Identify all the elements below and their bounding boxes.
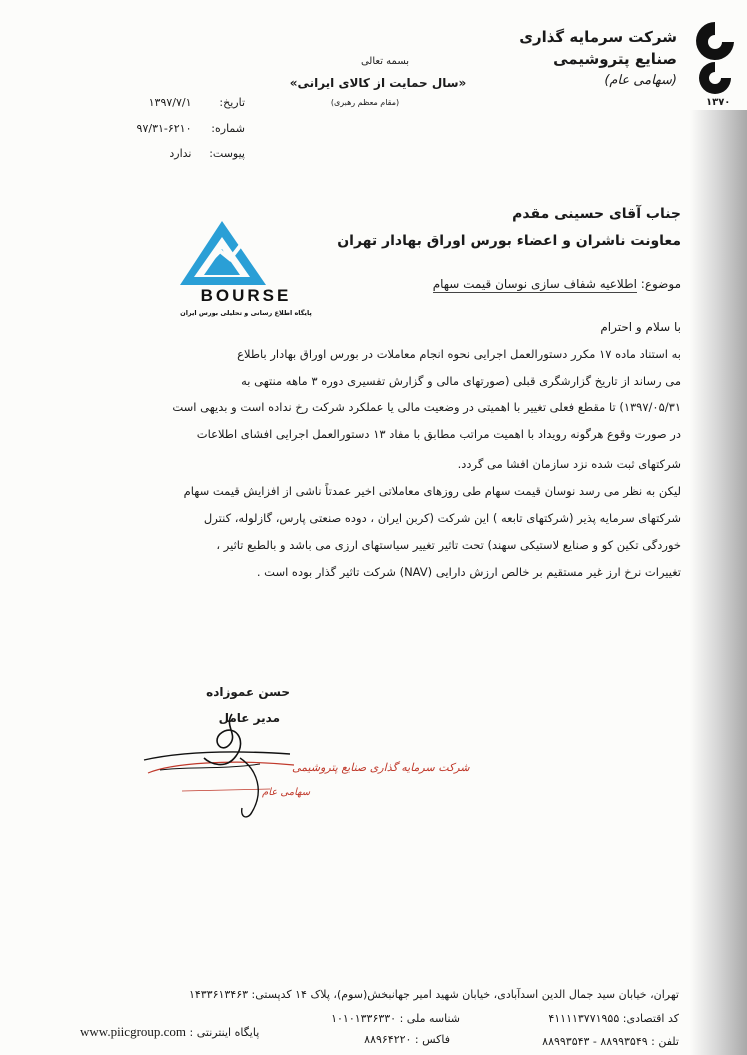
footer-national-id: شناسه ملی : ۱۰۱۰۱۳۳۶۳۳۰ [331,1012,460,1025]
company-name-line1: شرکت سرمایه گذاری [519,28,677,46]
body-line-2: می رساند از تاریخ گزارشگری قبلی (صورتهای مالی و گزارش تفسیری دوره ۳ ماهه منتهی به [241,374,681,388]
subject-line [351,277,681,291]
recipient-name: جناب آقای حسینی مقدم [512,206,681,222]
body-line-3: ۱۳۹۷/۰۵/۳۱) تا مقطع فعلی تغییر با اهمیتی در وضعیت مالی یا عملکرد شرکت رخ نداده است و بدیهی است [172,400,681,414]
body-line-9: تغییرات نرخ ارز غیر مستقیم بر خالص ارزش دارایی (NAV) شرکت تاثیر گذار بوده است . [256,565,681,579]
stamp-text: شرکت سرمایه گذاری صنایع پتروشیمی [292,761,470,774]
page-edge-shading [690,110,747,1055]
body-line-6: لیکن به نظر می رسد نوسان قیمت سهام طی روزهای معاملاتی اخیر عمدتاً ناشی از افزایش قیمت سهام [183,484,681,498]
signatory-title: مدیر عامل [218,711,280,725]
date-row [95,96,245,109]
recipient-title: معاونت ناشران و اعضاء بورس اوراق بهادار تهران [337,233,681,249]
greeting: با سلام و احترام [600,320,681,334]
company-name-line2: صنایع پتروشیمی [553,50,677,68]
number-value: ۹۷/۳۱-۶۲۱۰ [136,122,192,135]
number-row [95,122,245,135]
footer-address: تهران، خیابان سید جمال الدین اسدآبادی، خیابان شهید امیر جهانبخش(سوم)، پلاک ۱۴ کدپستی: ۱۴۳۳۶۱۳۴۶۳ [188,988,679,1001]
body-line-7: شرکتهای سرمایه پذیر (شرکتهای تابعه ) این شرکت (کربن ایران ، دوده صنعتی پارس، گازلوله، کنترل [203,511,681,525]
bismillah: بسمه تعالی [360,56,410,67]
date-value: ۱۳۹۷/۷/۱ [148,96,192,109]
signatory-name: حسن عموزاده [206,685,290,699]
company-type: (سهامی عام) [604,73,677,88]
company-logo-icon [692,16,738,98]
attachment-label: پیوست: [209,147,245,160]
year-slogan: «سال حمایت از کالای ایرانی» [289,76,467,90]
footer-economic-code: کد اقتصادی: ۴۱۱۱۱۳۷۷۱۹۵۵ [548,1012,679,1025]
footer-fax: فاکس : ۸۸۹۶۴۲۲۰ [364,1033,450,1046]
company-name-block [457,26,677,92]
footer-website-label: پایگاه اینترنتی : [189,1026,260,1039]
attachment-row [95,147,245,160]
attachment-value: ندارد [169,147,192,160]
date-label: تاریخ: [219,96,245,109]
footer-phone: تلفن : ۸۸۹۹۳۵۴۹ - ۸۸۹۹۳۵۴۳ [542,1035,679,1048]
footer-website[interactable]: www.piicgroup.com [80,1024,187,1039]
bourse-logo-tagline: پایگاه اطلاع رسانی و تحلیلی بورس ایران [180,309,312,317]
handwritten-signature [140,700,300,825]
body-line-5: شرکتهای ثبت شده نزد سازمان افشا می گردد. [457,457,681,471]
founding-year: ۱۳۷۰ [706,97,731,108]
bourse-logo [180,215,312,319]
subject-text: اطلاعیه شفاف سازی نوسان قیمت سهام [432,277,637,291]
slogan-attribution: (مقام معظم رهبری) [330,98,400,107]
stamp-subtext: سهامی عام [262,787,311,798]
subject-label: موضوع: [640,277,681,291]
footer-website-row [80,1024,330,1040]
body-line-1: به استناد ماده ۱۷ مکرر دستورالعمل اجرایی نحوه انجام معاملات در بورس اوراق بهادار باطلاع [237,347,681,361]
body-line-4: در صورت وقوع هرگونه رویداد با اهمیت مراتب مطابق با مفاد ۱۳ دستورالعمل اجرایی افشای اطلاعات [196,427,681,441]
body-line-8: خوردگی تکین کو و صنایع لاستیکی سهند) تحت تاثیر تغییر سیاستهای ارزی می باشد و بالطبع تاثیر ، [216,538,681,552]
bourse-logo-word: BOURSE [200,286,292,305]
number-label: شماره: [211,122,245,135]
